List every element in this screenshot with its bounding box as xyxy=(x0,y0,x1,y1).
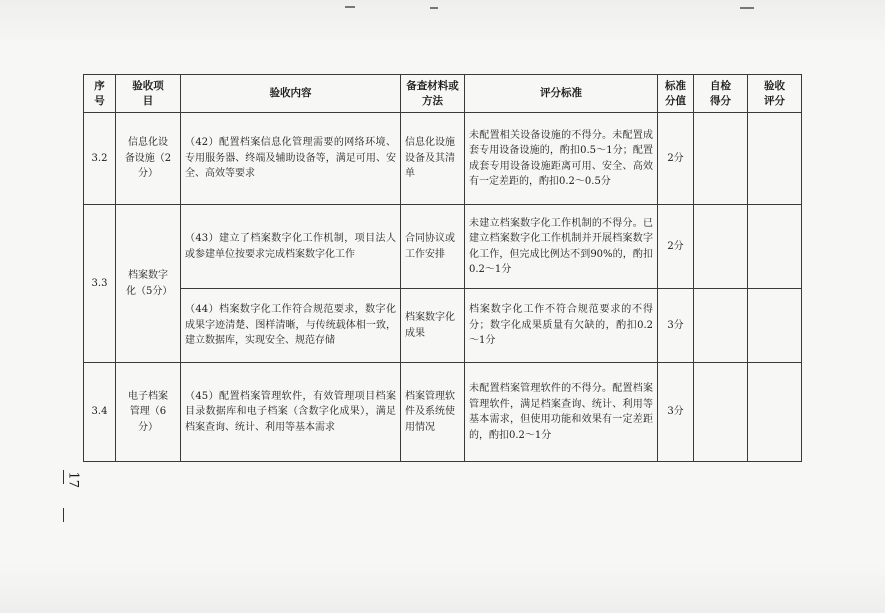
table-header-row xyxy=(84,75,802,113)
row-criteria: 未配置档案管理软件的不得分。配置档案管理软件，满足档案查询、统计、利用等基本需求，但使用功能和效果有一定差距的，酌扣0.2～1分 xyxy=(465,363,658,462)
header-material: 备查材料或方法 xyxy=(401,75,465,113)
row-score: 2分 xyxy=(658,205,694,289)
header-evaluation: 验收评分 xyxy=(748,75,802,113)
row-content: （44）档案数字化工作符合规范要求，数字化成果字迹清楚、图样清晰，与传统载体相一致，建立数据库，实现安全、规范存储 xyxy=(181,289,401,363)
row-content: （42）配置档案信息化管理需要的网络环境、专用服务器、终端及辅助设备等，满足可用、安全、高效等要求 xyxy=(181,113,401,205)
header-score: 标准分值 xyxy=(658,75,694,113)
page-number-text: 17 xyxy=(65,471,81,489)
row-evaluation xyxy=(748,113,802,205)
row-material: 信息化设施设备及其清单 xyxy=(401,113,465,205)
row-item: 信息化设备设施（2分） xyxy=(116,113,181,205)
row-no: 3.3 xyxy=(84,205,116,363)
header-self-check: 自检得分 xyxy=(694,75,748,113)
row-self-check xyxy=(694,363,748,462)
acceptance-table xyxy=(83,74,802,462)
table-row xyxy=(84,363,802,462)
row-no: 3.4 xyxy=(84,363,116,462)
row-material: 档案管理软件及系统使用情况 xyxy=(401,363,465,462)
table-row xyxy=(84,113,802,205)
row-score: 3分 xyxy=(658,363,694,462)
row-criteria: 未配置相关设备设施的不得分。未配置成套专用设备设施的，酌扣0.5～1分；配置成套专用设备设施距离可用、安全、高效有一定差距的，酌扣0.2～0.5分 xyxy=(465,113,658,205)
row-evaluation xyxy=(748,289,802,363)
row-score: 2分 xyxy=(658,113,694,205)
row-no: 3.2 xyxy=(84,113,116,205)
page-number-dash-bottom xyxy=(63,508,64,522)
row-item: 档案数字化（5分） xyxy=(116,205,181,363)
row-content: （45）配置档案管理软件，有效管理项目档案目录数据库和电子档案（含数字化成果），满足档案查询、统计、利用等基本需求 xyxy=(181,363,401,462)
row-self-check xyxy=(694,289,748,363)
row-self-check xyxy=(694,113,748,205)
scan-mark xyxy=(345,6,355,8)
header-item: 验收项目 xyxy=(116,75,181,113)
table-row xyxy=(84,289,802,363)
row-content: （43）建立了档案数字化工作机制，项目法人或参建单位按要求完成档案数字化工作 xyxy=(181,205,401,289)
table-row xyxy=(84,205,802,289)
row-criteria: 未建立档案数字化工作机制的不得分。已建立档案数字化工作机制并开展档案数字化工作，但完成比例达不到90%的，酌扣0.2～1分 xyxy=(465,205,658,289)
row-criteria: 档案数字化工作不符合规范要求的不得分；数字化成果质量有欠缺的，酌扣0.2～1分 xyxy=(465,289,658,363)
scan-mark xyxy=(740,7,754,9)
row-material: 合同协议或工作安排 xyxy=(401,205,465,289)
row-item: 电子档案管理（6分） xyxy=(116,363,181,462)
row-score: 3分 xyxy=(658,289,694,363)
row-self-check xyxy=(694,205,748,289)
row-evaluation xyxy=(748,363,802,462)
header-criteria: 评分标准 xyxy=(465,75,658,113)
row-material: 档案数字化成果 xyxy=(401,289,465,363)
header-no: 序号 xyxy=(84,75,116,113)
row-evaluation xyxy=(748,205,802,289)
scan-mark xyxy=(430,7,438,9)
header-content: 验收内容 xyxy=(181,75,401,113)
